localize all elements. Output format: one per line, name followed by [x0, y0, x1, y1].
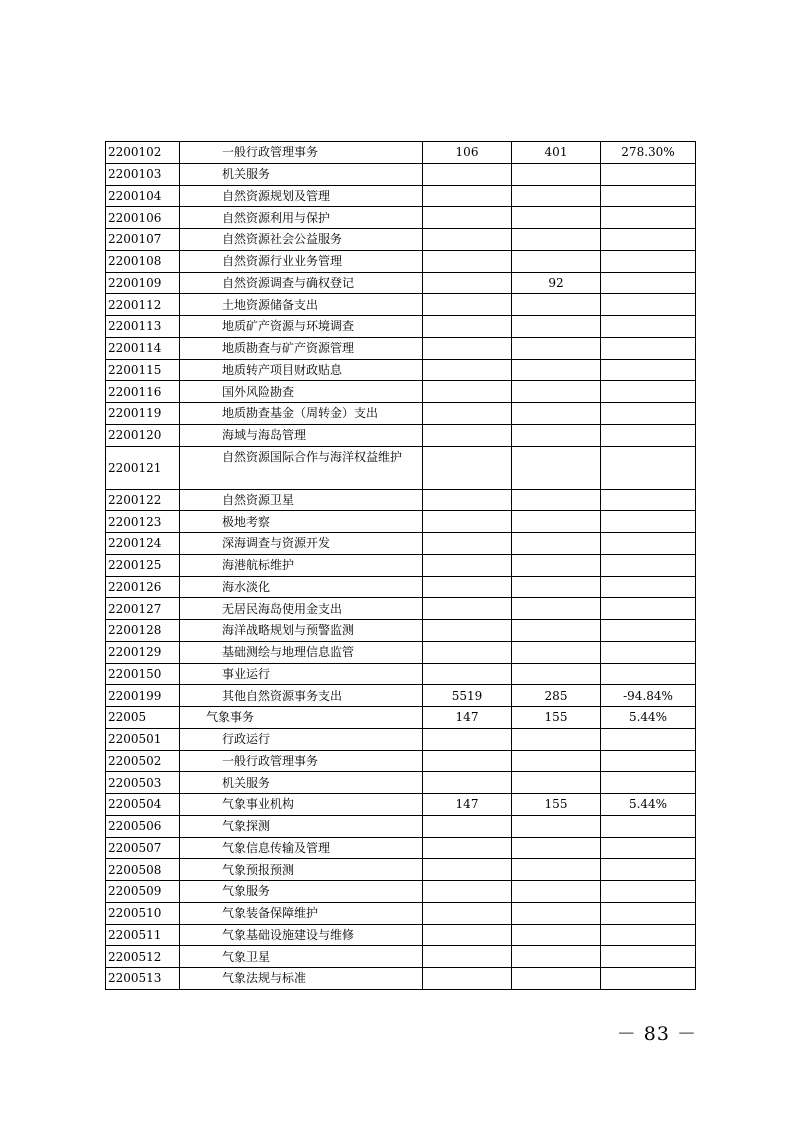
- value-col-1: [423, 316, 512, 338]
- item-name: 国外风险勘查: [180, 381, 423, 403]
- item-code: 2200503: [106, 772, 180, 794]
- item-code: 2200127: [106, 598, 180, 620]
- item-name: 海水淡化: [180, 576, 423, 598]
- page-number: － 83 －: [616, 1023, 697, 1045]
- change-percent: [601, 620, 696, 642]
- value-col-2: 285: [512, 685, 601, 707]
- value-col-2: [512, 924, 601, 946]
- item-code: 2200119: [106, 403, 180, 425]
- value-col-1: [423, 533, 512, 555]
- value-col-2: 92: [512, 272, 601, 294]
- value-col-1: 147: [423, 794, 512, 816]
- change-percent: [601, 489, 696, 511]
- value-col-2: [512, 185, 601, 207]
- item-code: 2200126: [106, 576, 180, 598]
- item-name: 自然资源社会公益服务: [180, 229, 423, 251]
- item-code: 2200501: [106, 728, 180, 750]
- table-row: [106, 728, 696, 750]
- value-col-1: [423, 489, 512, 511]
- change-percent: [601, 272, 696, 294]
- value-col-2: [512, 837, 601, 859]
- item-name: 行政运行: [180, 728, 423, 750]
- value-col-2: [512, 250, 601, 272]
- value-col-2: [512, 207, 601, 229]
- item-name: 自然资源行业业务管理: [180, 250, 423, 272]
- change-percent: [601, 403, 696, 425]
- value-col-1: [423, 250, 512, 272]
- table-row: [106, 902, 696, 924]
- value-col-2: [512, 946, 601, 968]
- change-percent: [601, 728, 696, 750]
- budget-table: [105, 141, 696, 990]
- value-col-1: [423, 424, 512, 446]
- item-name: 地质勘查与矿产资源管理: [180, 337, 423, 359]
- change-percent: 5.44%: [601, 794, 696, 816]
- change-percent: [601, 229, 696, 251]
- table-row: [106, 750, 696, 772]
- change-percent: [601, 598, 696, 620]
- item-code: 2200150: [106, 663, 180, 685]
- change-percent: -94.84%: [601, 685, 696, 707]
- table-row: [106, 511, 696, 533]
- item-code: 2200122: [106, 489, 180, 511]
- item-name: 气象信息传输及管理: [180, 837, 423, 859]
- item-code: 2200129: [106, 641, 180, 663]
- value-col-1: [423, 359, 512, 381]
- table-row: [106, 837, 696, 859]
- change-percent: [601, 511, 696, 533]
- value-col-1: [423, 924, 512, 946]
- value-col-2: [512, 446, 601, 489]
- table-row: [106, 272, 696, 294]
- item-name: 一般行政管理事务: [180, 142, 423, 164]
- change-percent: [601, 881, 696, 903]
- table-row: [106, 968, 696, 990]
- item-name: 基础测绘与地理信息监管: [180, 641, 423, 663]
- table-row: [106, 403, 696, 425]
- value-col-1: [423, 663, 512, 685]
- item-name: 机关服务: [180, 772, 423, 794]
- item-code: 2200106: [106, 207, 180, 229]
- table-row: [106, 663, 696, 685]
- table-row: [106, 163, 696, 185]
- change-percent: [601, 250, 696, 272]
- value-col-1: [423, 641, 512, 663]
- item-code: 2200513: [106, 968, 180, 990]
- table-row: [106, 316, 696, 338]
- item-name: 地质转产项目财政贴息: [180, 359, 423, 381]
- item-code: 2200128: [106, 620, 180, 642]
- change-percent: [601, 946, 696, 968]
- value-col-1: [423, 163, 512, 185]
- table-row: [106, 533, 696, 555]
- item-code: 2200121: [106, 446, 180, 489]
- value-col-1: [423, 294, 512, 316]
- value-col-2: [512, 554, 601, 576]
- item-name: 一般行政管理事务: [180, 750, 423, 772]
- change-percent: [601, 663, 696, 685]
- value-col-2: [512, 881, 601, 903]
- change-percent: [601, 207, 696, 229]
- item-code: 2200104: [106, 185, 180, 207]
- value-col-1: [423, 511, 512, 533]
- item-name: 极地考察: [180, 511, 423, 533]
- value-col-1: 106: [423, 142, 512, 164]
- value-col-1: [423, 598, 512, 620]
- item-code: 2200120: [106, 424, 180, 446]
- value-col-1: [423, 772, 512, 794]
- table-row: [106, 815, 696, 837]
- table-row: [106, 946, 696, 968]
- item-code: 2200103: [106, 163, 180, 185]
- item-code: 2200123: [106, 511, 180, 533]
- change-percent: [601, 837, 696, 859]
- table-row: [106, 294, 696, 316]
- item-name: 自然资源规划及管理: [180, 185, 423, 207]
- table-row: [106, 359, 696, 381]
- value-col-2: [512, 381, 601, 403]
- table-row: [106, 576, 696, 598]
- value-col-2: [512, 859, 601, 881]
- item-name: 自然资源利用与保护: [180, 207, 423, 229]
- item-name: 事业运行: [180, 663, 423, 685]
- item-name-text: 自然资源国际合作与海洋权益维护: [222, 449, 403, 464]
- item-code: 2200508: [106, 859, 180, 881]
- item-name: 气象预报预测: [180, 859, 423, 881]
- item-name: 自然资源调查与确权登记: [180, 272, 423, 294]
- item-name: 无居民海岛使用金支出: [180, 598, 423, 620]
- value-col-2: [512, 533, 601, 555]
- value-col-1: [423, 968, 512, 990]
- table-row: [106, 185, 696, 207]
- item-code: 2200108: [106, 250, 180, 272]
- table-row: [106, 859, 696, 881]
- item-code: 2200109: [106, 272, 180, 294]
- change-percent: [601, 381, 696, 403]
- item-name: 海港航标维护: [180, 554, 423, 576]
- value-col-2: [512, 902, 601, 924]
- change-percent: [601, 359, 696, 381]
- item-name: 气象卫星: [180, 946, 423, 968]
- change-percent: [601, 815, 696, 837]
- value-col-1: 5519: [423, 685, 512, 707]
- change-percent: [601, 337, 696, 359]
- value-col-2: [512, 968, 601, 990]
- value-col-1: [423, 881, 512, 903]
- value-col-2: [512, 511, 601, 533]
- item-code: 2200125: [106, 554, 180, 576]
- value-col-2: [512, 815, 601, 837]
- table-row: [106, 142, 696, 164]
- item-code: 2200510: [106, 902, 180, 924]
- value-col-1: 147: [423, 707, 512, 729]
- table-row: [106, 641, 696, 663]
- value-col-2: [512, 663, 601, 685]
- value-col-1: [423, 337, 512, 359]
- change-percent: [601, 902, 696, 924]
- value-col-1: [423, 446, 512, 489]
- value-col-2: [512, 403, 601, 425]
- item-name: 气象基础设施建设与维修: [180, 924, 423, 946]
- item-code: 2200199: [106, 685, 180, 707]
- change-percent: [601, 185, 696, 207]
- value-col-2: [512, 337, 601, 359]
- item-code: 2200504: [106, 794, 180, 816]
- item-code: 22005: [106, 707, 180, 729]
- value-col-1: [423, 554, 512, 576]
- item-code: 2200102: [106, 142, 180, 164]
- change-percent: 5.44%: [601, 707, 696, 729]
- item-code: 2200509: [106, 881, 180, 903]
- item-code: 2200115: [106, 359, 180, 381]
- value-col-2: [512, 316, 601, 338]
- table-row: [106, 424, 696, 446]
- table-row: [106, 881, 696, 903]
- item-name: 海洋战略规划与预警监测: [180, 620, 423, 642]
- change-percent: [601, 968, 696, 990]
- item-code: 2200124: [106, 533, 180, 555]
- item-name: 其他自然资源事务支出: [180, 685, 423, 707]
- value-col-2: 155: [512, 707, 601, 729]
- value-col-2: [512, 359, 601, 381]
- item-code: 2200116: [106, 381, 180, 403]
- item-name: [180, 446, 423, 489]
- item-name: 深海调查与资源开发: [180, 533, 423, 555]
- change-percent: [601, 533, 696, 555]
- item-code: 2200511: [106, 924, 180, 946]
- value-col-1: [423, 815, 512, 837]
- value-col-2: [512, 620, 601, 642]
- value-col-1: [423, 576, 512, 598]
- change-percent: [601, 554, 696, 576]
- change-percent: 278.30%: [601, 142, 696, 164]
- value-col-2: [512, 728, 601, 750]
- item-code: 2200507: [106, 837, 180, 859]
- item-code: 2200113: [106, 316, 180, 338]
- value-col-1: [423, 620, 512, 642]
- value-col-2: [512, 772, 601, 794]
- change-percent: [601, 772, 696, 794]
- item-name: 海域与海岛管理: [180, 424, 423, 446]
- table-row: [106, 772, 696, 794]
- value-col-2: 401: [512, 142, 601, 164]
- change-percent: [601, 641, 696, 663]
- table-row: [106, 794, 696, 816]
- item-name: 土地资源储备支出: [180, 294, 423, 316]
- item-name: 自然资源卫星: [180, 489, 423, 511]
- item-name: 地质矿产资源与环境调查: [180, 316, 423, 338]
- value-col-1: [423, 403, 512, 425]
- item-code: 2200107: [106, 229, 180, 251]
- change-percent: [601, 576, 696, 598]
- table-row: [106, 598, 696, 620]
- change-percent: [601, 424, 696, 446]
- change-percent: [601, 750, 696, 772]
- table-row: [106, 446, 696, 489]
- item-code: 2200114: [106, 337, 180, 359]
- item-name: 气象法规与标准: [180, 968, 423, 990]
- change-percent: [601, 294, 696, 316]
- table-row: [106, 554, 696, 576]
- table-row: [106, 250, 696, 272]
- value-col-2: [512, 489, 601, 511]
- item-name: 气象服务: [180, 881, 423, 903]
- table-row: [106, 207, 696, 229]
- value-col-1: [423, 185, 512, 207]
- change-percent: [601, 859, 696, 881]
- table-row: [106, 489, 696, 511]
- item-code: 2200512: [106, 946, 180, 968]
- value-col-2: [512, 598, 601, 620]
- item-code: 2200502: [106, 750, 180, 772]
- item-code: 2200112: [106, 294, 180, 316]
- value-col-1: [423, 229, 512, 251]
- value-col-2: [512, 229, 601, 251]
- value-col-1: [423, 381, 512, 403]
- value-col-2: [512, 163, 601, 185]
- value-col-1: [423, 946, 512, 968]
- change-percent: [601, 316, 696, 338]
- value-col-2: [512, 424, 601, 446]
- value-col-1: [423, 728, 512, 750]
- table-row: [106, 707, 696, 729]
- item-code: 2200506: [106, 815, 180, 837]
- table-row: [106, 620, 696, 642]
- item-name: 气象事业机构: [180, 794, 423, 816]
- change-percent: [601, 446, 696, 489]
- value-col-1: [423, 750, 512, 772]
- value-col-1: [423, 837, 512, 859]
- value-col-1: [423, 902, 512, 924]
- value-col-2: [512, 294, 601, 316]
- item-name: 机关服务: [180, 163, 423, 185]
- table-row: [106, 229, 696, 251]
- item-name: 气象事务: [180, 707, 423, 729]
- item-name: 地质勘查基金（周转金）支出: [180, 403, 423, 425]
- value-col-1: [423, 272, 512, 294]
- item-name: 气象探测: [180, 815, 423, 837]
- table-row: [106, 381, 696, 403]
- change-percent: [601, 924, 696, 946]
- table-row: [106, 924, 696, 946]
- table-row: [106, 337, 696, 359]
- change-percent: [601, 163, 696, 185]
- value-col-2: [512, 750, 601, 772]
- value-col-2: [512, 641, 601, 663]
- value-col-1: [423, 859, 512, 881]
- value-col-2: 155: [512, 794, 601, 816]
- value-col-1: [423, 207, 512, 229]
- item-name: 气象装备保障维护: [180, 902, 423, 924]
- table-row: [106, 685, 696, 707]
- value-col-2: [512, 576, 601, 598]
